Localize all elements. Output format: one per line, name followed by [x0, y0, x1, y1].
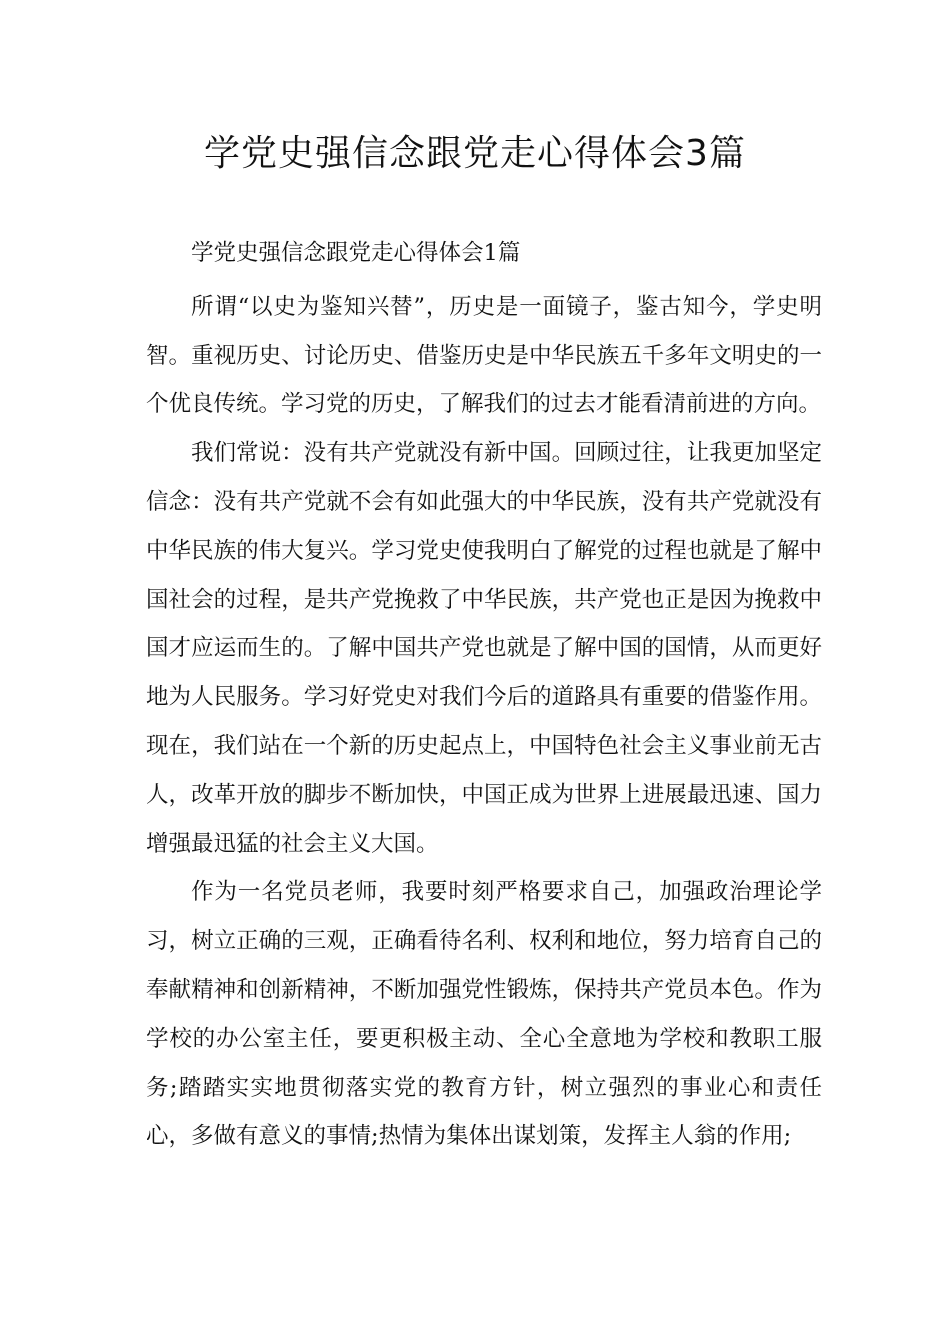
document-body — [146, 229, 822, 1161]
paragraph-1: 所谓“以史为鉴知兴替”，历史是一面镜子，鉴古知今，学史明智。重视历史、讨论历史、借鉴历史是中华民族五千多年文明史的一个优良传统。学习党的历史，了解我们的过去才能看清前进的方向。 — [146, 293, 822, 418]
section-heading: 学党史强信念跟党走心得体会1篇 — [191, 240, 521, 266]
paragraph-3: 作为一名党员老师，我要时刻严格要求自己，加强政治理论学习，树立正确的三观，正确看待名利、权利和地位，努力培育自己的奉献精神和创新精神，不断加强党性锻炼，保持共产党员本色。作为学校的办公室主任，要更积极主动、全心全意地为学校和教职工服务;踏踏实实地贯彻落实党的教育方针，树立强烈的事业心和责任心，多做有意义的事情;热情为集体出谋划策，发挥主人翁的作用; — [146, 879, 822, 1150]
document-title: 学党史强信念跟党走心得体会3篇 — [204, 133, 746, 174]
paragraph-2: 我们常说：没有共产党就没有新中国。回顾过往，让我更加坚定信念：没有共产党就不会有如此强大的中华民族，没有共产党就没有中华民族的伟大复兴。学习党史使我明白了解党的过程也就是了解中国社会的过程，是共产党挽救了中华民族，共产党也正是因为挽救中国才应运而生的。了解中国共产党也就是了解中国的国情，从而更好地为人民服务。学习好党史对我们今后的道路具有重要的借鉴作用。现在，我们站在一个新的历史起点上，中国特色社会主义事业前无古人，改革开放的脚步不断加快，中国正成为世界上进展最迅速、国力增强最迅猛的社会主义大国。 — [146, 440, 822, 857]
